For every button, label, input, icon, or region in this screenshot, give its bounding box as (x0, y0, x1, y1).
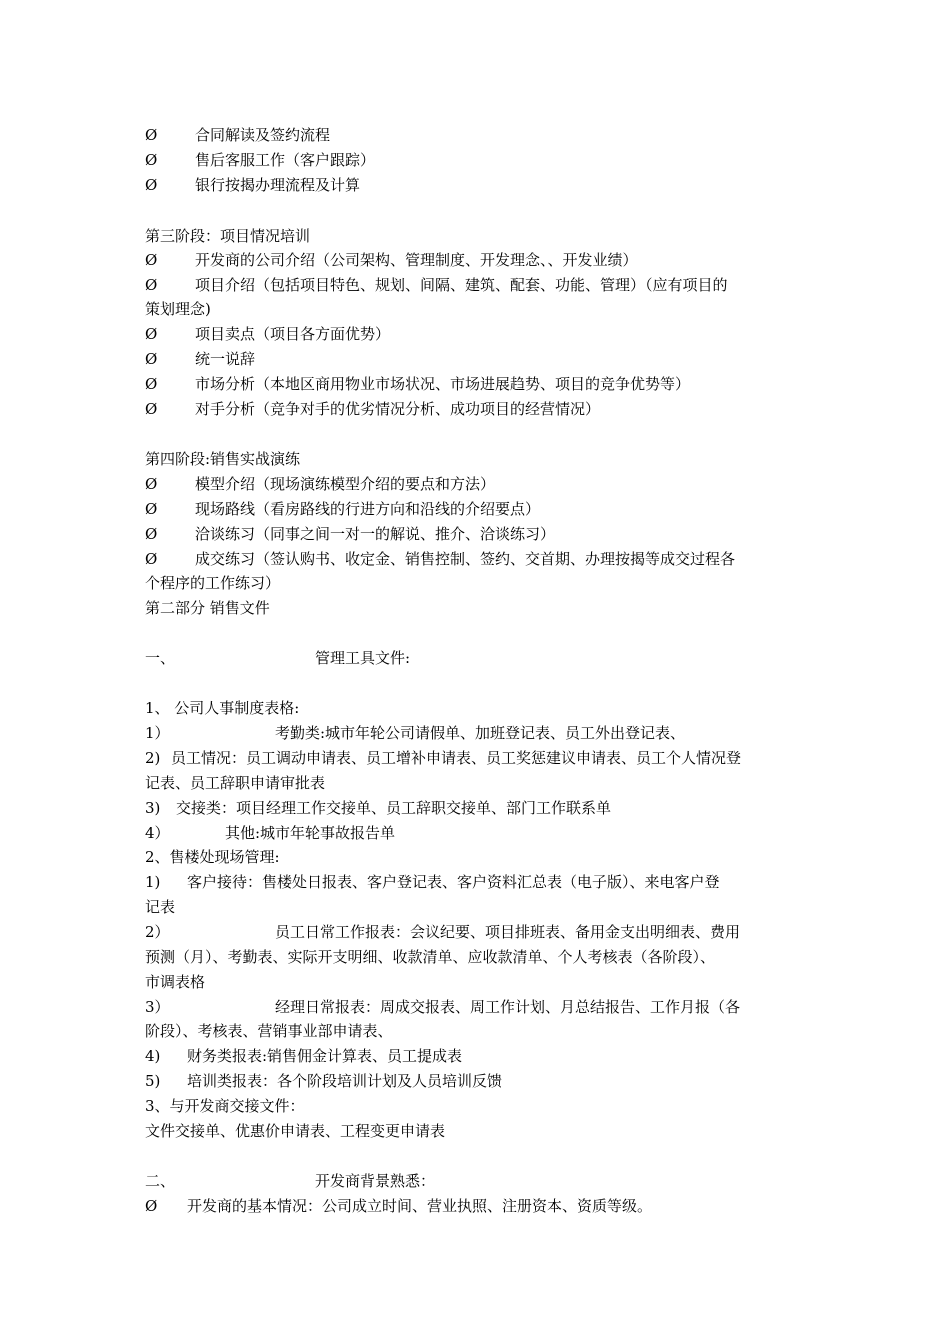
list-item: 3） 经理日常报表：周成交报表、周工作计划、月总结报告、工作月报（各 (145, 998, 741, 1016)
list-item: Ø 开发商的基本情况：公司成立时间、营业执照、注册资本、资质等级。 (145, 1197, 653, 1215)
list-item: Ø 现场路线（看房路线的行进方向和沿线的介绍要点） (145, 500, 541, 518)
section-number: 二、 (145, 1172, 176, 1190)
stage3-heading: 第三阶段：项目情况培训 (145, 227, 311, 245)
stage4-heading: 第四阶段:销售实战演练 (145, 450, 301, 468)
bullet-icon: Ø (145, 550, 158, 568)
list-item: Ø 统一说辞 (145, 350, 256, 368)
list-item: Ø 模型介绍（现场演练模型介绍的要点和方法） (145, 475, 496, 493)
section1-heading (145, 648, 807, 668)
list-item: Ø 售后客服工作（客户跟踪） (145, 151, 376, 169)
list-item-continuation: 记表、员工辞职申请审批表 (145, 774, 326, 792)
section-title: 开发商背景熟悉： (315, 1172, 436, 1190)
bullet-icon: Ø (145, 251, 158, 269)
list-item: Ø 开发商的公司介绍（公司架构、管理制度、开发理念、、开发业绩） (145, 251, 638, 269)
list-item: 5) 培训类报表：各个阶段培训计划及人员培训反馈 (145, 1072, 503, 1090)
bullet-icon: Ø (145, 475, 158, 493)
bullet-icon: Ø (145, 126, 158, 144)
list-item: Ø 市场分析（本地区商用物业市场状况、市场进展趋势、项目的竞争优势等） (145, 375, 691, 393)
list-item: 3) 交接类：项目经理工作交接单、员工辞职交接单、部门工作联系单 (145, 799, 612, 817)
list-item: Ø 成交练习（签认购书、收定金、销售控制、签约、交首期、办理按揭等成交过程各 (145, 550, 736, 568)
bullet-icon: Ø (145, 400, 158, 418)
section2-heading (145, 1171, 807, 1191)
list-item: Ø 项目介绍（包括项目特色、规划、间隔、建筑、配套、功能、管理）（应有项目的 (145, 276, 728, 294)
bullet-icon: Ø (145, 375, 158, 393)
sub3-text: 文件交接单、优惠价申请表、工程变更申请表 (145, 1122, 446, 1140)
list-item: 1） 考勤类:城市年轮公司请假单、加班登记表、员工外出登记表、 (145, 724, 686, 742)
list-item-continuation: 阶段）、考核表、营销事业部申请表、 (145, 1022, 393, 1040)
list-item: Ø 合同解读及签约流程 (145, 126, 331, 144)
part2-heading: 第二部分 销售文件 (145, 599, 270, 617)
list-item-continuation: 个程序的工作练习） (145, 574, 281, 592)
list-item: Ø 银行按揭办理流程及计算 (145, 176, 361, 194)
sub3-heading: 3、与开发商交接文件： (145, 1097, 305, 1115)
bullet-icon: Ø (145, 276, 158, 294)
bullet-icon: Ø (145, 151, 158, 169)
list-item: 4) 财务类报表:销售佣金计算表、员工提成表 (145, 1047, 463, 1065)
bullet-icon: Ø (145, 325, 158, 343)
sub2-heading: 2、售楼处现场管理: (145, 848, 280, 866)
list-item: 2） 员工日常工作报表：会议纪要、项目排班表、备用金支出明细表、费用 (145, 923, 741, 941)
section-number: 一、 (145, 649, 176, 667)
list-item-continuation: 策划理念) (145, 300, 211, 318)
bullet-icon: Ø (145, 500, 158, 518)
list-item: Ø 洽谈练习（同事之间一对一的解说、推介、洽谈练习） (145, 525, 556, 543)
list-item: 1) 客户接待：售楼处日报表、客户登记表、客户资料汇总表（电子版）、来电客户登 (145, 873, 720, 891)
list-item: 2) 员工情况：员工调动申请表、员工增补申请表、员工奖惩建议申请表、员工个人情况登 (145, 749, 742, 767)
sub1-heading: 1、 公司人事制度表格: (145, 699, 300, 717)
list-item: Ø 对手分析（竞争对手的优劣情况分析、成功项目的经营情况） (145, 400, 601, 418)
bullet-icon: Ø (145, 350, 158, 368)
list-item-continuation: 预测（月）、考勤表、实际开支明细、收款清单、应收款清单、个人考核表（各阶段）、 (145, 948, 716, 966)
bullet-icon: Ø (145, 525, 158, 543)
list-item-continuation: 记表 (145, 898, 176, 916)
bullet-icon: Ø (145, 176, 158, 194)
bullet-icon: Ø (145, 1197, 158, 1215)
list-item-continuation: 市调表格 (145, 973, 206, 991)
section-title: 管理工具文件: (315, 649, 411, 667)
list-item: Ø 项目卖点（项目各方面优势） (145, 325, 391, 343)
list-item: 4） 其他:城市年轮事故报告单 (145, 824, 396, 842)
